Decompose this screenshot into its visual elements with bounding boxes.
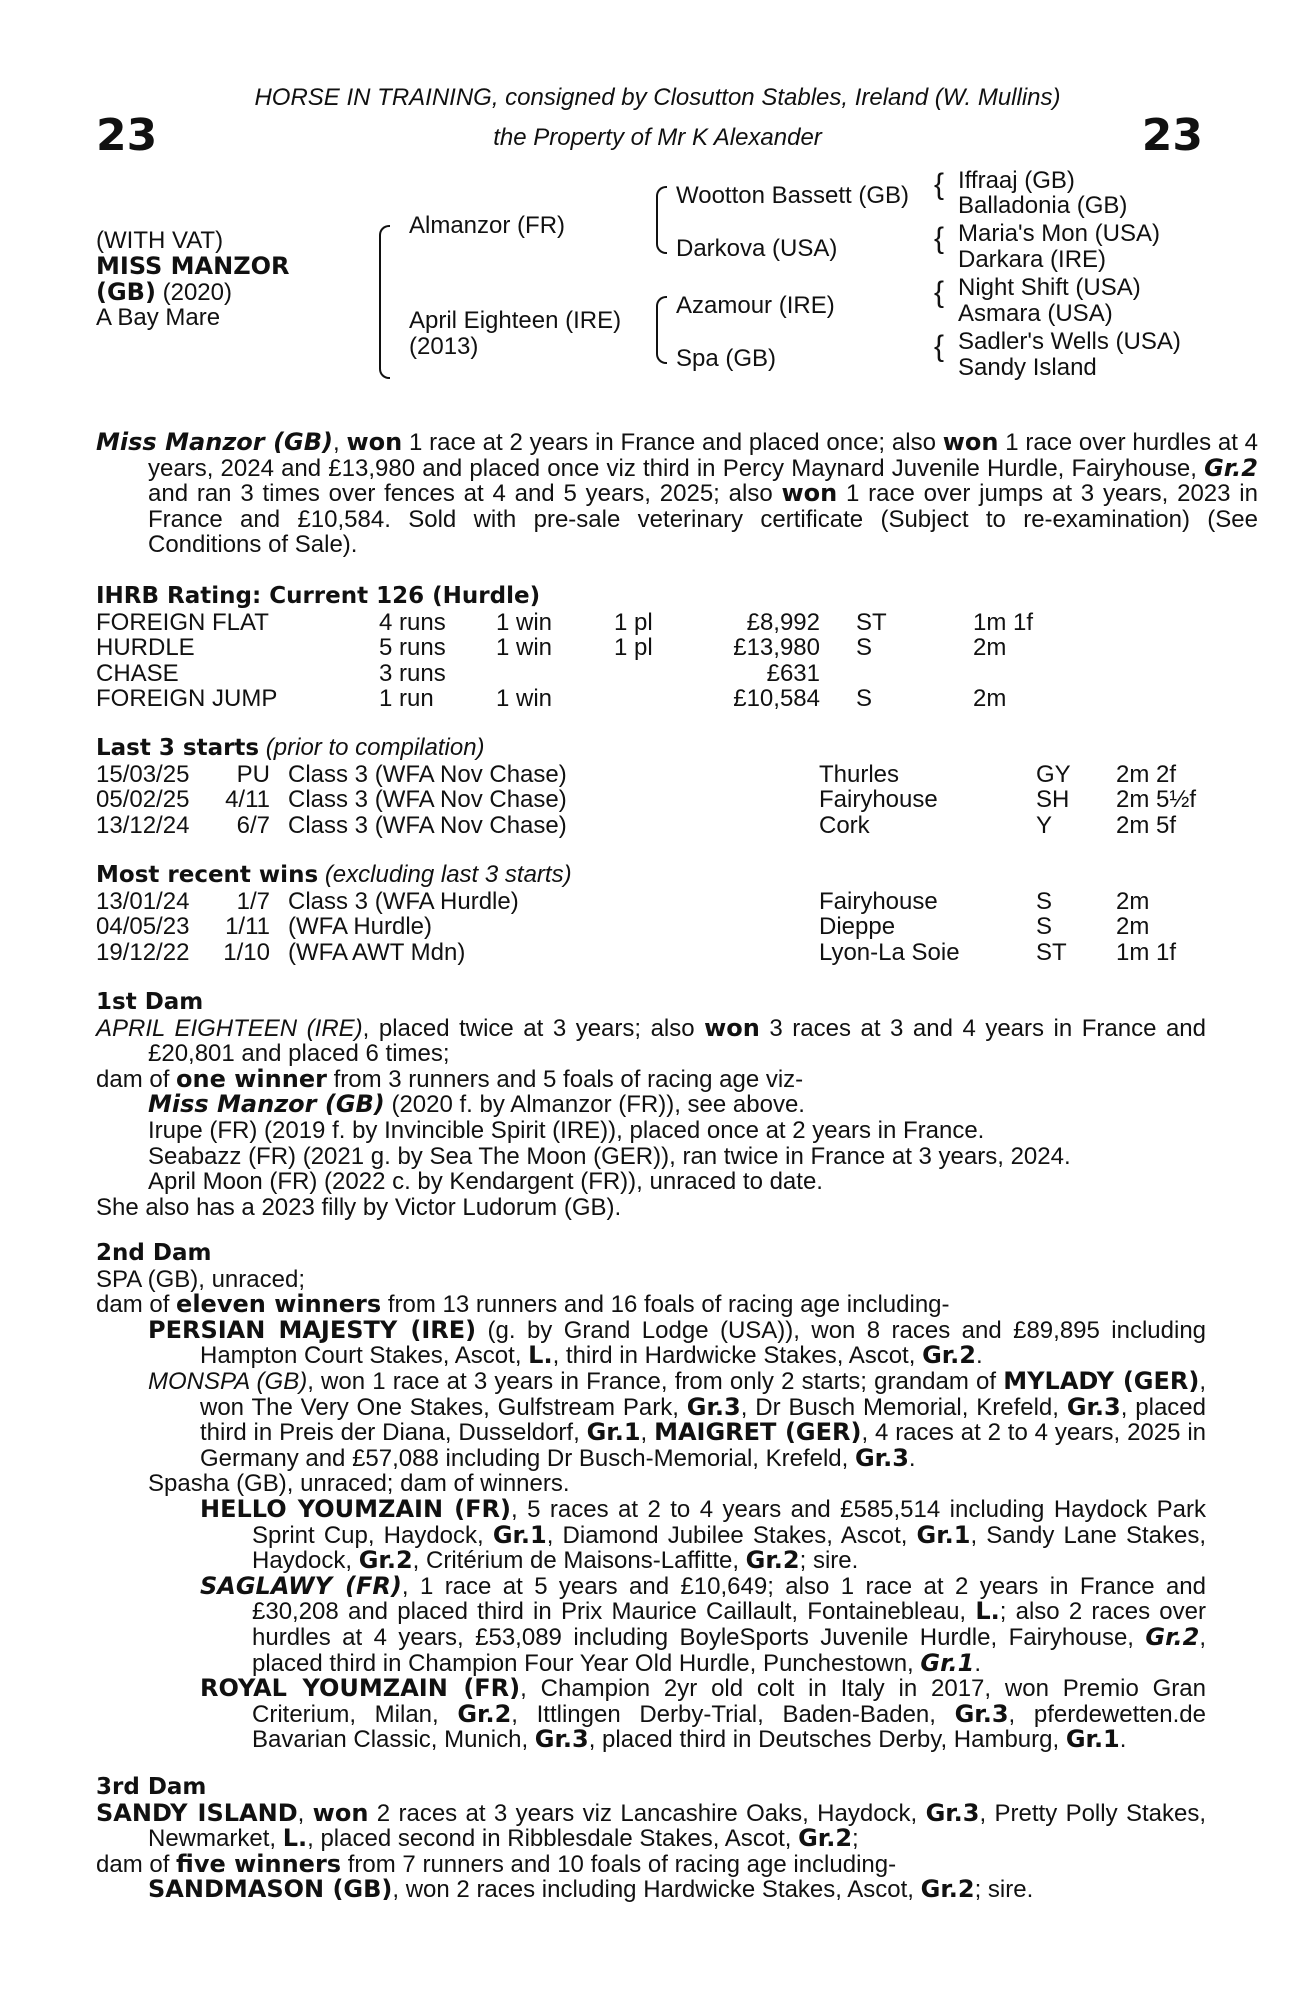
race-class: (WFA Hurdle) <box>288 913 433 941</box>
third-dam-title: 3rd Dam <box>96 1774 207 1800</box>
wins: 1 win <box>496 608 553 636</box>
race-class: (WFA AWT Mdn) <box>288 938 466 966</box>
rating-row <box>96 686 1206 712</box>
placings: 1 pl <box>614 608 653 636</box>
race-date: 05/02/25 <box>96 786 190 814</box>
going: S <box>856 634 873 662</box>
sire-sire: Wootton Bassett (GB) <box>676 182 909 209</box>
lot-number-right: 23 <box>1141 110 1203 161</box>
second-dam-line2: dam of eleven winners from 13 runners and 16 foals of racing age including- <box>96 1290 950 1319</box>
sire-dam-dam: Darkara (IRE) <box>958 246 1107 273</box>
going: S <box>1036 913 1053 941</box>
horse-name: MISS MANZOR <box>96 252 290 280</box>
finish-position: PU <box>236 760 270 788</box>
last3-section <box>96 735 1206 838</box>
brace-sire-dam <box>379 225 390 379</box>
third-dam-section <box>96 1775 1206 1903</box>
recent-wins-heading: Most recent wins (excluding last 3 starts) <box>96 861 572 888</box>
prize-money: £631 <box>766 659 820 687</box>
lot-number-left: 23 <box>96 110 158 161</box>
dam-year: (2013) <box>409 333 479 360</box>
runs: 4 runs <box>379 608 446 636</box>
brace-g3: { <box>934 276 945 309</box>
hello-youmzain-entry: HELLO YOUMZAIN (FR), 5 races at 2 to 4 years and £585,514 including Haydock Park Sprint Cup, Haydock, Gr.1, Diamond Jubilee Stakes, Ascot, Gr.1, Sandy Lane Stakes, Haydock, Gr.2, Critérium de Maisons-Laffitte, Gr.2; sire. <box>200 1494 1207 1575</box>
distance: 2m 5f <box>1116 811 1177 839</box>
going: Y <box>1036 811 1053 839</box>
property-line: the Property of Mr K Alexander <box>493 124 822 151</box>
course: Fairyhouse <box>819 786 938 814</box>
prize-money: £8,992 <box>746 608 820 636</box>
spasha-entry: Spasha (GB), unraced; dam of winners. <box>148 1470 570 1498</box>
win-row <box>96 914 1206 940</box>
race-date: 15/03/25 <box>96 760 190 788</box>
race-class: Class 3 (WFA Nov Chase) <box>288 811 567 839</box>
second-dam-title: 2nd Dam <box>96 1240 212 1266</box>
race-type: CHASE <box>96 659 179 687</box>
distance: 1m 1f <box>973 608 1034 636</box>
finish-position: 1/7 <box>236 887 270 915</box>
sire-dam: Darkova (USA) <box>676 235 838 262</box>
distance: 1m 1f <box>1116 938 1177 966</box>
course: Thurles <box>819 760 900 788</box>
going: ST <box>856 608 887 636</box>
brace-g2: { <box>934 222 945 255</box>
runs: 5 runs <box>379 634 446 662</box>
start-row <box>96 762 1206 788</box>
monspa-entry: MONSPA (GB), won 1 race at 3 years in France, from only 2 starts; grandam of MYLADY (GER), won The Very One Stakes, Gulfstream Park, Gr.3, Dr Busch Memorial, Krefeld, Gr.3, placed third in Preis der Diana, Dusseldorf, Gr.1, MAIGRET (GER), 4 races at 2 to 4 years, 2025 in Germany and £57,088 including Dr Busch-Memorial, Krefeld, Gr.3. <box>148 1366 1207 1472</box>
going: S <box>856 685 873 713</box>
dam-sire-dam: Asmara (USA) <box>958 300 1113 327</box>
first-dam-title: 1st Dam <box>96 989 204 1015</box>
dam-sire: Azamour (IRE) <box>676 292 835 319</box>
offspring-3: Seabazz (FR) (2021 g. by Sea The Moon (GER)), ran twice in France at 3 years, 2024. <box>148 1142 1071 1170</box>
distance: 2m 2f <box>1116 760 1177 788</box>
sire-dam-sire: Maria's Mon (USA) <box>958 220 1160 247</box>
brace-g4: { <box>934 330 945 363</box>
sandmason-entry: SANDMASON (GB), won 2 races including Hardwicke Stakes, Ascot, Gr.2; sire. <box>148 1875 1034 1904</box>
finish-position: 4/11 <box>225 786 270 814</box>
going: GY <box>1036 760 1071 788</box>
course: Fairyhouse <box>819 887 938 915</box>
win-row <box>96 889 1206 915</box>
horse-description: A Bay Mare <box>96 304 221 331</box>
pedigree-table <box>96 167 1226 390</box>
course: Cork <box>819 811 870 839</box>
rating-section <box>96 584 1206 712</box>
placings: 1 pl <box>614 634 653 662</box>
rating-title: IHRB Rating: Current 126 (Hurdle) <box>96 583 541 609</box>
sire: Almanzor (FR) <box>409 212 566 239</box>
distance: 2m <box>1116 913 1150 941</box>
runs: 3 runs <box>379 659 446 687</box>
race-date: 13/12/24 <box>96 811 190 839</box>
going: SH <box>1036 786 1070 814</box>
finish-position: 1/11 <box>225 913 270 941</box>
win-row <box>96 940 1206 966</box>
first-dam-record: APRIL EIGHTEEN (IRE), placed twice at 3 years; also won 3 races at 3 and 4 years in France and £20,801 and placed 6 times; <box>96 1013 1206 1068</box>
rating-row <box>96 635 1206 661</box>
course: Dieppe <box>819 913 896 941</box>
brace-sire-parents <box>656 186 667 254</box>
wins: 1 win <box>496 685 553 713</box>
second-dam-line1: SPA (GB), unraced; <box>96 1265 305 1293</box>
vat-label: (WITH VAT) <box>96 227 224 254</box>
dam-dam: Spa (GB) <box>676 345 777 372</box>
going: ST <box>1036 938 1067 966</box>
second-dam-section <box>96 1241 1206 1753</box>
race-date: 19/12/22 <box>96 938 190 966</box>
course: Lyon-La Soie <box>819 938 960 966</box>
third-dam-record: SANDY ISLAND, won 2 races at 3 years viz Lancashire Oaks, Haydock, Gr.3, Pretty Polly Stakes, Newmarket, L., placed second in Ribblesdale Stakes, Ascot, Gr.2; <box>96 1798 1206 1853</box>
race-type: HURDLE <box>96 634 195 662</box>
runs: 1 run <box>379 685 434 713</box>
finish-position: 1/10 <box>223 938 270 966</box>
dam-dam-dam: Sandy Island <box>958 354 1097 381</box>
distance: 2m 5½f <box>1116 786 1197 814</box>
dam-sire-sire: Night Shift (USA) <box>958 274 1141 301</box>
race-date: 04/05/23 <box>96 913 190 941</box>
royal-youmzain-entry: ROYAL YOUMZAIN (FR), Champion 2yr old colt in Italy in 2017, won Premio Gran Criterium, Milan, Gr.2, Ittlingen Derby-Trial, Baden-Baden, Gr.3, pferdewetten.de Bavarian Classic, Munich, Gr.3, placed third in Deutsches Derby, Hamburg, Gr.1. <box>200 1674 1207 1754</box>
race-type: FOREIGN FLAT <box>96 608 269 636</box>
distance: 2m <box>973 634 1007 662</box>
distance: 2m <box>973 685 1007 713</box>
horse-summary: Miss Manzor (GB), won 1 race at 2 years in France and placed once; also won 1 race over hurdles at 4 years, 2024 and £13,980 and placed once viz third in Percy Maynard Juvenile Hurdle, Fairyhouse, Gr.2 and ran 3 times over fences at 4 and 5 years, 2025; also won 1 race over jumps at 3 years, 2023 in France and £10,584. Sold with pre-sale veterinary certificate (Subject to re-examination) (See Conditions of Sale). <box>96 428 1259 559</box>
rating-row <box>96 661 1206 687</box>
first-dam-produce: dam of one winner from 3 runners and 5 foals of racing age viz- <box>96 1064 804 1093</box>
race-class: Class 3 (WFA Nov Chase) <box>288 760 567 788</box>
distance: 2m <box>1116 887 1150 915</box>
offspring-note: She also has a 2023 filly by Victor Ludorum (GB). <box>96 1193 622 1221</box>
last3-heading: Last 3 starts (prior to compilation) <box>96 734 485 761</box>
race-date: 13/01/24 <box>96 887 190 915</box>
brace-g1: { <box>934 168 945 201</box>
dam: April Eighteen (IRE) <box>409 307 622 334</box>
start-row <box>96 813 1206 839</box>
sire-sire-dam: Balladonia (GB) <box>958 192 1128 219</box>
horse-name-line2: (GB) (2020) <box>96 278 232 306</box>
persian-majesty-entry: PERSIAN MAJESTY (IRE) (g. by Grand Lodge (USA)), won 8 races and £89,895 including Hampton Court Stakes, Ascot, L., third in Hardwicke Stakes, Ascot, Gr.2. <box>148 1315 1207 1370</box>
saglawy-entry: SAGLAWY (FR), 1 race at 5 years and £10,649; also 1 race at 2 years in France and £30,208 and placed third in Prix Maurice Caillault, Fontainebleau, L.; also 2 races over hurdles at 4 years, £53,089 including BoyleSports Juvenile Hurdle, Fairyhouse, Gr.2, placed third in Champion Four Year Old Hurdle, Punchestown, Gr.1. <box>200 1571 1207 1677</box>
dam-dam-sire: Sadler's Wells (USA) <box>958 328 1181 355</box>
finish-position: 6/7 <box>236 811 270 839</box>
race-type: FOREIGN JUMP <box>96 685 278 713</box>
first-dam-section <box>96 990 1206 1220</box>
brace-dam-parents <box>656 296 667 364</box>
recent-wins-section <box>96 862 1206 965</box>
offspring-1: Miss Manzor (GB) (2020 f. by Almanzor (FR)), see above. <box>148 1090 805 1119</box>
going: S <box>1036 887 1053 915</box>
rating-row <box>96 610 1206 636</box>
race-class: Class 3 (WFA Nov Chase) <box>288 786 567 814</box>
prize-money: £10,584 <box>733 685 820 713</box>
start-row <box>96 787 1206 813</box>
prize-money: £13,980 <box>733 634 820 662</box>
wins: 1 win <box>496 634 553 662</box>
third-dam-produce: dam of five winners from 7 runners and 10 foals of racing age including- <box>96 1849 897 1878</box>
offspring-2: Irupe (FR) (2019 f. by Invincible Spirit (IRE)), placed once at 2 years in France. <box>148 1116 985 1144</box>
offspring-4: April Moon (FR) (2022 c. by Kendargent (FR)), unraced to date. <box>148 1168 823 1196</box>
sire-sire-sire: Iffraaj (GB) <box>958 167 1075 194</box>
consignor-line: HORSE IN TRAINING, consigned by Closutton Stables, Ireland (W. Mullins) <box>254 84 1061 111</box>
race-class: Class 3 (WFA Hurdle) <box>288 887 519 915</box>
